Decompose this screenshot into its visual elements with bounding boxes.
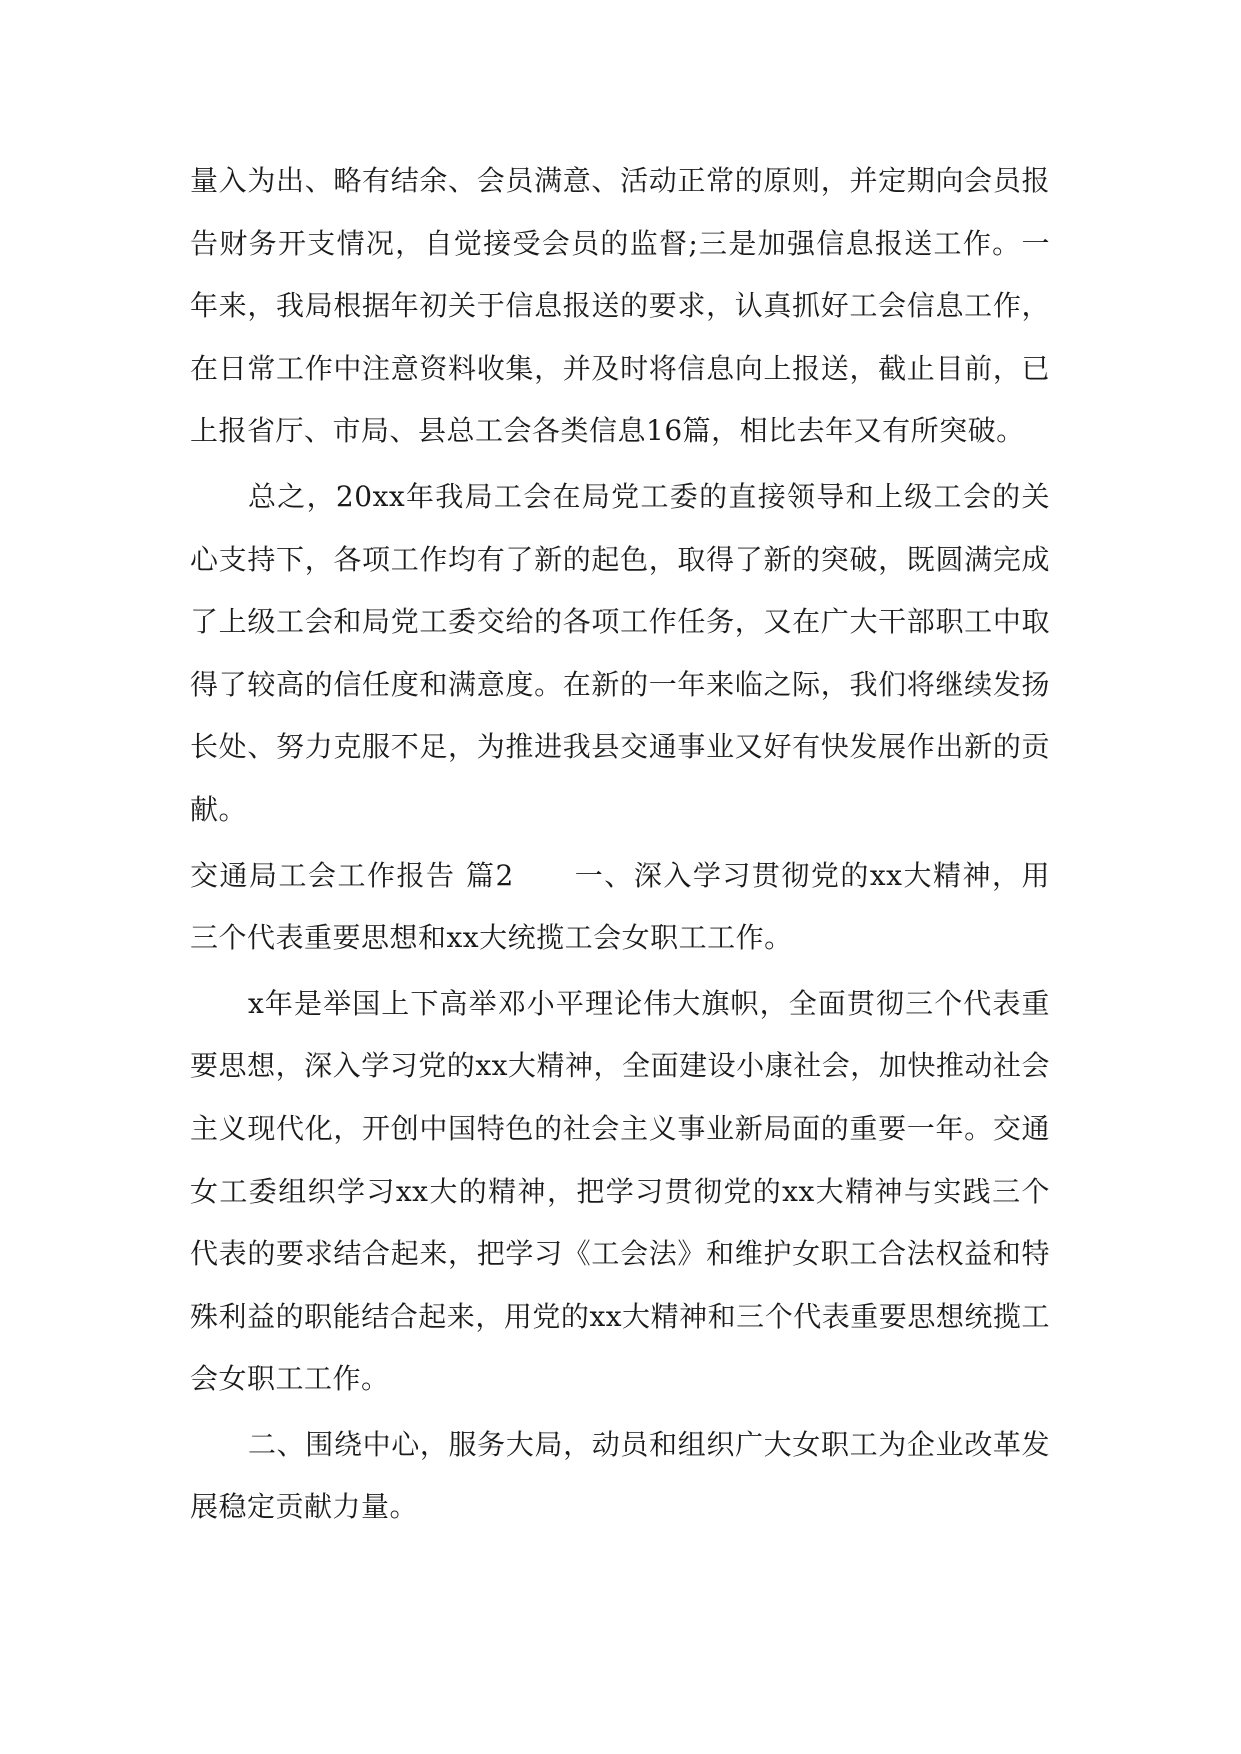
paragraph-report-heading <box>190 845 1050 970</box>
section-one-title: 一、深入学习贯彻党的xx大精神，用三个代表重要思想和xx大统揽工会女职工工作。 <box>190 858 1050 955</box>
paragraph-study-spirit: x年是举国上下高举邓小平理论伟大旗帜，全面贯彻三个代表重要思想，深入学习党的xx大精神，全面建设小康社会，加快推动社会主义现代化，开创中国特色的社会主义事业新局面的重要一年。交通女工委组织学习xx大的精神，把学习贯彻党的xx大精神与实践三个代表的要求结合起来，把学习《工会法》和维护女职工合法权益和特殊利益的职能结合起来，用党的xx大精神和三个代表重要思想统揽工会女职工工作。 <box>190 986 1050 1396</box>
paragraph-summary: 总之，20xx年我局工会在局党工委的直接领导和上级工会的关心支持下，各项工作均有了新的起色，取得了新的突破，既圆满完成了上级工会和局党工委交给的各项工作任务，又在广大干部职工中取得了较高的信任度和满意度。在新的一年来临之际，我们将继续发扬长处、努力克服不足，为推进我县交通事业又好有快发展作出新的贡献。 <box>190 479 1050 826</box>
report-section-title: 交通局工会工作报告 篇2 <box>190 858 514 892</box>
paragraph-finance-info: 量入为出、略有结余、会员满意、活动正常的原则，并定期向会员报告财务开支情况，自觉接受会员的监督;三是加强信息报送工作。一年来，我局根据年初关于信息报送的要求，认真抓好工会信息工作，在日常工作中注意资料收集，并及时将信息向上报送，截止目前，已上报省厅、市局、县总工会各类信息16篇，相比去年又有所突破。 <box>190 164 1050 448</box>
document-body <box>190 150 1050 1539</box>
paragraph-section-two: 二、围绕中心，服务大局，动员和组织广大女职工为企业改革发展稳定贡献力量。 <box>190 1427 1050 1524</box>
